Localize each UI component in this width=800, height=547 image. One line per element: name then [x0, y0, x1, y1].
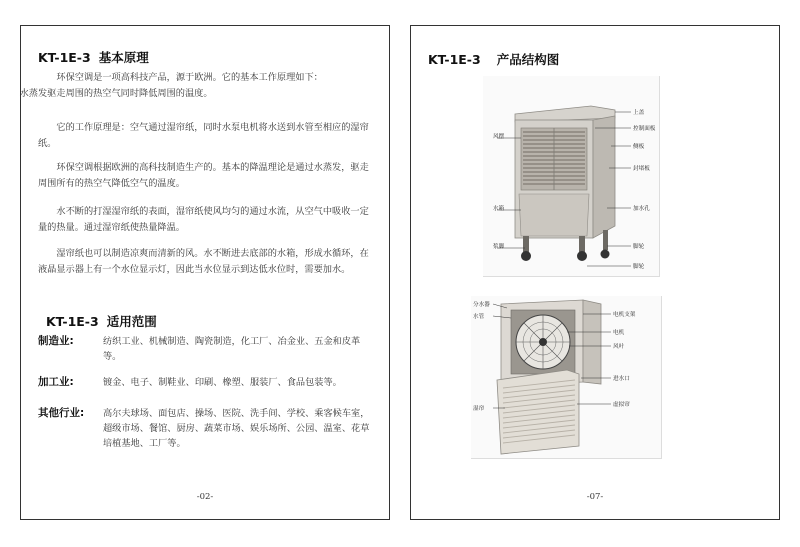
principle-heading: KT-1E-3 基本原理	[38, 50, 149, 65]
structure-heading: KT-1E-3 产品结构图	[428, 52, 560, 67]
scope-manufacturing: 制造业: 纺织工业、机械制造、陶瓷制造，化工厂、冶金业、五金和皮革等。	[38, 335, 361, 362]
principle-paragraph-5: 湿帘纸也可以制造凉爽而清新的风。水不断进去底部的水箱，形成水循环，在液晶显示器上有一个水位显示灯，因此当水位显示到达低水位时，需要加水。	[38, 248, 369, 275]
scope-heading: KT-1E-3 适用范围	[46, 314, 157, 329]
callout-blanking-plate: 封堵板	[633, 166, 650, 172]
callout-wet-pad: 湿帘	[473, 406, 485, 412]
callout-caster-2: 脚轮	[633, 264, 645, 270]
principle-paragraph-3: 环保空调根据欧洲的高科技制造生产的。基本的降温理论是通过水蒸发，驱走周围所有的热空气降低空气的温度。	[38, 162, 369, 189]
cooler-front-figure	[483, 76, 659, 276]
page-number: -02-	[196, 492, 214, 502]
page-number: -07-	[586, 492, 604, 502]
left-page	[20, 25, 390, 520]
scope-processing: 加工业: 镀金、电子、制鞋业、印刷、橡塑、服装厂、食品包装等。	[38, 376, 342, 388]
cooler-internal-figure	[471, 296, 661, 458]
cooler-internal-illustration	[471, 296, 661, 458]
callout-control-panel: 控制面板	[633, 126, 656, 132]
principle-paragraph-1: 环保空调是一项高科技产品，源于欧洲。它的基本工作原理如下： 水蒸发驱走周围的热空气同时降低周围的温度。	[19, 72, 323, 99]
scope-other-industries: 其他行业: 高尔夫球场、面包店、操场、医院、洗手间、学校、乘客候车室，超级市场、餐馆、厨房、蔬菜市场、娱乐场所、公园、温室、花草培植基地、工厂等。	[38, 407, 370, 449]
callout-side-panel: 侧板	[633, 144, 645, 150]
right-page	[410, 25, 780, 520]
principle-paragraph-4: 水不断的打湿湿帘纸的表面，湿帘纸使风均匀的通过水流，从空气中吸收一定量的热量。通过湿帘纸使热量降温。	[38, 206, 369, 233]
callout-inlet: 进水口	[613, 376, 630, 382]
principle-paragraph-2: 它的工作原理是：空气通过湿帘纸，同时水泵电机将水送到水管至相应的湿帘纸。	[38, 122, 369, 149]
callout-legs: 浆脚	[493, 244, 505, 250]
callout-virtual-pad: 虚拟帘	[613, 402, 630, 408]
callout-motor-bracket: 电机支架	[613, 312, 636, 318]
callout-water-tank: 水箱	[493, 206, 505, 212]
callout-motor: 电机	[613, 330, 625, 336]
callout-caster-1: 脚轮	[633, 244, 645, 250]
callout-top-cover: 上盖	[633, 110, 645, 116]
callout-water-pipe: 水管	[473, 314, 485, 320]
callout-fan-blade: 风叶	[613, 344, 625, 350]
callout-fan-swing: 风摆	[493, 134, 505, 140]
callout-water-inlet: 加水孔	[633, 206, 650, 212]
callout-water-distributor: 分水器	[473, 302, 490, 308]
